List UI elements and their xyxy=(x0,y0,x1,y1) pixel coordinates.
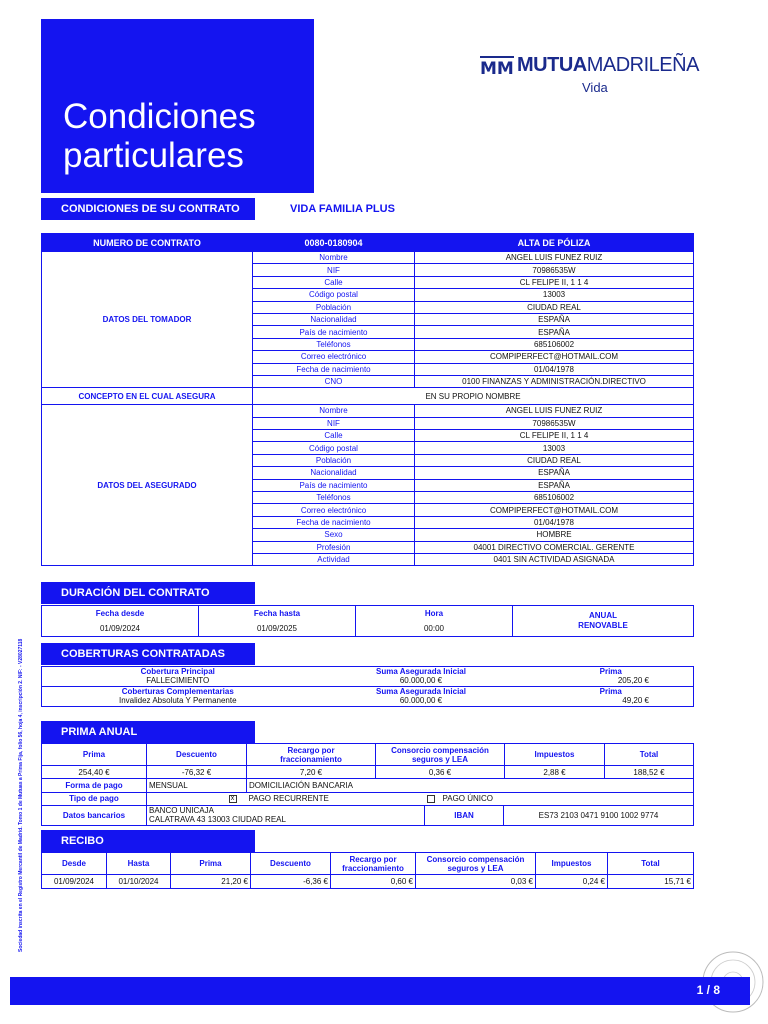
asegurado-row xyxy=(42,405,694,417)
asegurado-field-label: País de nacimiento xyxy=(253,479,415,491)
h-suma-principal: Suma Asegurada Inicial xyxy=(314,667,529,677)
tomador-field-value: ESPAÑA xyxy=(415,326,694,338)
tomador-field-value: ANGEL LUIS FUNEZ RUIZ xyxy=(415,252,694,264)
h-total: Total xyxy=(605,744,694,766)
asegurado-label: DATOS DEL ASEGURADO xyxy=(42,405,253,566)
impuestos-value: 2,88 € xyxy=(505,766,605,779)
domiciliacion: DOMICILIACIÓN BANCARIA xyxy=(247,779,694,792)
asegurado-field-label: Código postal xyxy=(253,442,415,454)
asegurado-field-label: Actividad xyxy=(253,553,415,565)
r-impuestos: 0,24 € xyxy=(536,875,608,889)
r-h-descuento: Descuento xyxy=(251,853,331,875)
duracion-table xyxy=(41,605,693,637)
unico-cell xyxy=(425,792,694,805)
r-hasta: 01/10/2024 xyxy=(107,875,171,889)
prima-value: 254,40 € xyxy=(42,766,147,779)
r-h-desde: Desde xyxy=(42,853,107,875)
hero-banner xyxy=(41,19,314,193)
h-descuento: Descuento xyxy=(147,744,247,766)
recibo-table xyxy=(41,852,693,889)
footer-bar xyxy=(10,977,750,1005)
banco-address: CALATRAVA 43 13003 CIUDAD REAL xyxy=(149,815,286,824)
tomador-section xyxy=(42,252,694,388)
r-h-total: Total xyxy=(608,853,694,875)
page-number: 1 / 8 xyxy=(696,983,720,997)
tomador-field-value: 685106002 xyxy=(415,338,694,350)
tomador-field-value: CIUDAD REAL xyxy=(415,301,694,313)
h-recargo-2: fraccionamiento xyxy=(280,754,342,764)
h-fecha-hasta: Fecha hasta xyxy=(199,606,356,622)
brand-logo xyxy=(480,50,699,110)
fecha-hasta: 01/09/2025 xyxy=(199,622,356,637)
asegurado-field-value: CIUDAD REAL xyxy=(415,454,694,466)
concepto-row xyxy=(42,388,694,405)
iban-label: IBAN xyxy=(425,805,504,825)
tomador-field-label: Nacionalidad xyxy=(253,313,415,325)
tomador-field-label: NIF xyxy=(253,264,415,276)
asegurado-field-label: NIF xyxy=(253,417,415,429)
asegurado-field-label: Población xyxy=(253,454,415,466)
tomador-label: DATOS DEL TOMADOR xyxy=(42,252,253,388)
h-prima-principal: Prima xyxy=(529,667,694,677)
h-consorcio xyxy=(376,744,505,766)
asegurado-field-label: Profesión xyxy=(253,541,415,553)
tomador-field-label: Población xyxy=(253,301,415,313)
cobertura-complementaria: Invalidez Absoluta Y Permanente xyxy=(42,696,314,707)
tipo-duracion-2: RENOVABLE xyxy=(578,621,628,630)
title-line-2: particulares xyxy=(63,136,244,175)
brand-name-light: MADRILEÑA xyxy=(586,54,699,76)
asegurado-field-label: Calle xyxy=(253,430,415,442)
svg-text:MM: MM xyxy=(480,59,514,76)
h-suma-complementaria: Suma Asegurada Inicial xyxy=(314,687,529,697)
asegurado-field-value: ESPAÑA xyxy=(415,467,694,479)
contract-section-heading: CONDICIONES DE SU CONTRATO xyxy=(41,198,255,220)
tomador-field-label: Calle xyxy=(253,276,415,288)
iban-value: ES73 2103 0471 9100 1002 9774 xyxy=(504,805,694,825)
banco-name: BANCO UNICAJA xyxy=(149,806,214,815)
asegurado-field-value: HOMBRE xyxy=(415,529,694,541)
brand-name-bold: MUTUA xyxy=(517,54,587,76)
asegurado-field-label: Sexo xyxy=(253,529,415,541)
title-line-1: Condiciones xyxy=(63,97,256,136)
prima-anual-heading: PRIMA ANUAL xyxy=(41,721,255,743)
asegurado-field-label: Nombre xyxy=(253,405,415,417)
mm-logo-icon xyxy=(480,54,514,76)
tomador-field-value: 70986535W xyxy=(415,264,694,276)
asegurado-field-label: Correo electrónico xyxy=(253,504,415,516)
h-prima-complementaria: Prima xyxy=(529,687,694,697)
page-title xyxy=(63,97,256,175)
asegurado-field-value: 70986535W xyxy=(415,417,694,429)
asegurado-field-value: ANGEL LUIS FUNEZ RUIZ xyxy=(415,405,694,417)
tomador-row xyxy=(42,252,694,264)
consorcio-value: 0,36 € xyxy=(376,766,505,779)
r-total: 15,71 € xyxy=(608,875,694,889)
r-h-consorcio xyxy=(416,853,536,875)
h-coberturas-complementarias: Coberturas Complementarias xyxy=(42,687,314,697)
tipo-duracion xyxy=(513,606,694,637)
h-impuestos: Impuestos xyxy=(505,744,605,766)
asegurado-field-label: Teléfonos xyxy=(253,492,415,504)
h-fecha-desde: Fecha desde xyxy=(42,606,199,622)
r-h-consorcio-2: seguros y LEA xyxy=(447,863,504,873)
h-prima: Prima xyxy=(42,744,147,766)
contract-type: ALTA DE PÓLIZA xyxy=(415,234,694,252)
r-h-recargo-1: Recargo por xyxy=(349,854,397,864)
suma-complementaria: 60.000,00 € xyxy=(314,696,529,707)
coberturas-heading: COBERTURAS CONTRATADAS xyxy=(41,643,255,665)
legal-side-text: Sociedad inscrita en el Registro Mercantil de Madrid. Tomo 1 de Mutuas a Prima Fija, folio 56, hoja 4, inscripción 2. NIF: - V28027118 xyxy=(18,638,24,952)
asegurado-field-value: 01/04/1978 xyxy=(415,516,694,528)
tomador-field-label: CNO xyxy=(253,375,415,387)
brand-name xyxy=(517,54,699,77)
tomador-field-label: Correo electrónico xyxy=(253,351,415,363)
unico-label: PAGO ÚNICO xyxy=(442,794,494,803)
contract-data-table xyxy=(41,233,693,566)
hora: 00:00 xyxy=(356,622,513,637)
fecha-desde: 01/09/2024 xyxy=(42,622,199,637)
tomador-field-label: Código postal xyxy=(253,289,415,301)
h-recargo-1: Recargo por xyxy=(287,745,335,755)
h-consorcio-2: seguros y LEA xyxy=(411,754,468,764)
concepto-value: EN SU PROPIO NOMBRE xyxy=(253,388,694,405)
total-value: 188,52 € xyxy=(605,766,694,779)
tomador-field-value: ESPAÑA xyxy=(415,313,694,325)
duracion-heading: DURACIÓN DEL CONTRATO xyxy=(41,582,255,604)
suma-principal: 60.000,00 € xyxy=(314,676,529,687)
contract-number-label: NUMERO DE CONTRATO xyxy=(42,234,253,252)
asegurado-field-label: Fecha de nacimiento xyxy=(253,516,415,528)
cobertura-principal: FALLECIMIENTO xyxy=(42,676,314,687)
r-descuento: -6,36 € xyxy=(251,875,331,889)
h-hora: Hora xyxy=(356,606,513,622)
tomador-field-label: Nombre xyxy=(253,252,415,264)
recibo-heading: RECIBO xyxy=(41,830,255,852)
contract-number: 0080-0180904 xyxy=(253,234,415,252)
forma-pago-value: MENSUAL xyxy=(147,779,247,792)
h-consorcio-1: Consorcio compensación xyxy=(391,745,489,755)
asegurado-field-value: 0401 SIN ACTIVIDAD ASIGNADA xyxy=(415,553,694,565)
asegurado-field-value: 04001 DIRECTIVO COMERCIAL. GERENTE xyxy=(415,541,694,553)
tomador-field-label: Teléfonos xyxy=(253,338,415,350)
asegurado-field-value: CL FELIPE II, 1 1 4 xyxy=(415,430,694,442)
r-consorcio: 0,03 € xyxy=(416,875,536,889)
bancarios-value xyxy=(147,805,425,825)
r-h-consorcio-1: Consorcio compensación xyxy=(426,854,525,864)
tomador-field-value: COMPIPERFECT@HOTMAIL.COM xyxy=(415,351,694,363)
r-h-prima: Prima xyxy=(171,853,251,875)
recurrente-label: PAGO RECURRENTE xyxy=(247,792,425,805)
recurrente-checkbox[interactable]: x xyxy=(229,795,237,803)
contract-header-row xyxy=(42,234,694,252)
descuento-value: -76,32 € xyxy=(147,766,247,779)
asegurado-field-value: COMPIPERFECT@HOTMAIL.COM xyxy=(415,504,694,516)
prima-principal: 205,20 € xyxy=(529,676,694,687)
recurrente-check-cell xyxy=(147,792,247,805)
tipo-duracion-1: ANUAL xyxy=(589,611,617,620)
unico-checkbox[interactable] xyxy=(427,795,435,803)
r-h-recargo xyxy=(331,853,416,875)
h-recargo xyxy=(247,744,376,766)
tomador-field-label: Fecha de nacimiento xyxy=(253,363,415,375)
product-name: VIDA FAMILIA PLUS xyxy=(290,203,395,215)
asegurado-field-label: Nacionalidad xyxy=(253,467,415,479)
tomador-field-label: País de nacimiento xyxy=(253,326,415,338)
asegurado-field-value: 685106002 xyxy=(415,492,694,504)
coberturas-table xyxy=(41,666,693,707)
tomador-field-value: 0100 FINANZAS Y ADMINISTRACIÓN.DIRECTIVO xyxy=(415,375,694,387)
r-desde: 01/09/2024 xyxy=(42,875,107,889)
recargo-value: 7,20 € xyxy=(247,766,376,779)
r-prima: 21,20 € xyxy=(171,875,251,889)
asegurado-section xyxy=(42,405,694,566)
brand-sub: Vida xyxy=(582,80,608,95)
asegurado-field-value: 13003 xyxy=(415,442,694,454)
tomador-field-value: 01/04/1978 xyxy=(415,363,694,375)
r-h-recargo-2: fraccionamiento xyxy=(342,863,404,873)
r-h-hasta: Hasta xyxy=(107,853,171,875)
tomador-field-value: 13003 xyxy=(415,289,694,301)
tomador-field-value: CL FELIPE II, 1 1 4 xyxy=(415,276,694,288)
forma-pago-label: Forma de pago xyxy=(42,779,147,792)
tipo-pago-label: Tipo de pago xyxy=(42,792,147,805)
r-h-impuestos: Impuestos xyxy=(536,853,608,875)
prima-anual-table xyxy=(41,743,693,826)
r-recargo: 0,60 € xyxy=(331,875,416,889)
bancarios-label: Datos bancarios xyxy=(42,805,147,825)
asegurado-field-value: ESPAÑA xyxy=(415,479,694,491)
h-cobertura-principal: Cobertura Principal xyxy=(42,667,314,677)
prima-complementaria: 49,20 € xyxy=(529,696,694,707)
concepto-label: CONCEPTO EN EL CUAL ASEGURA xyxy=(42,388,253,405)
